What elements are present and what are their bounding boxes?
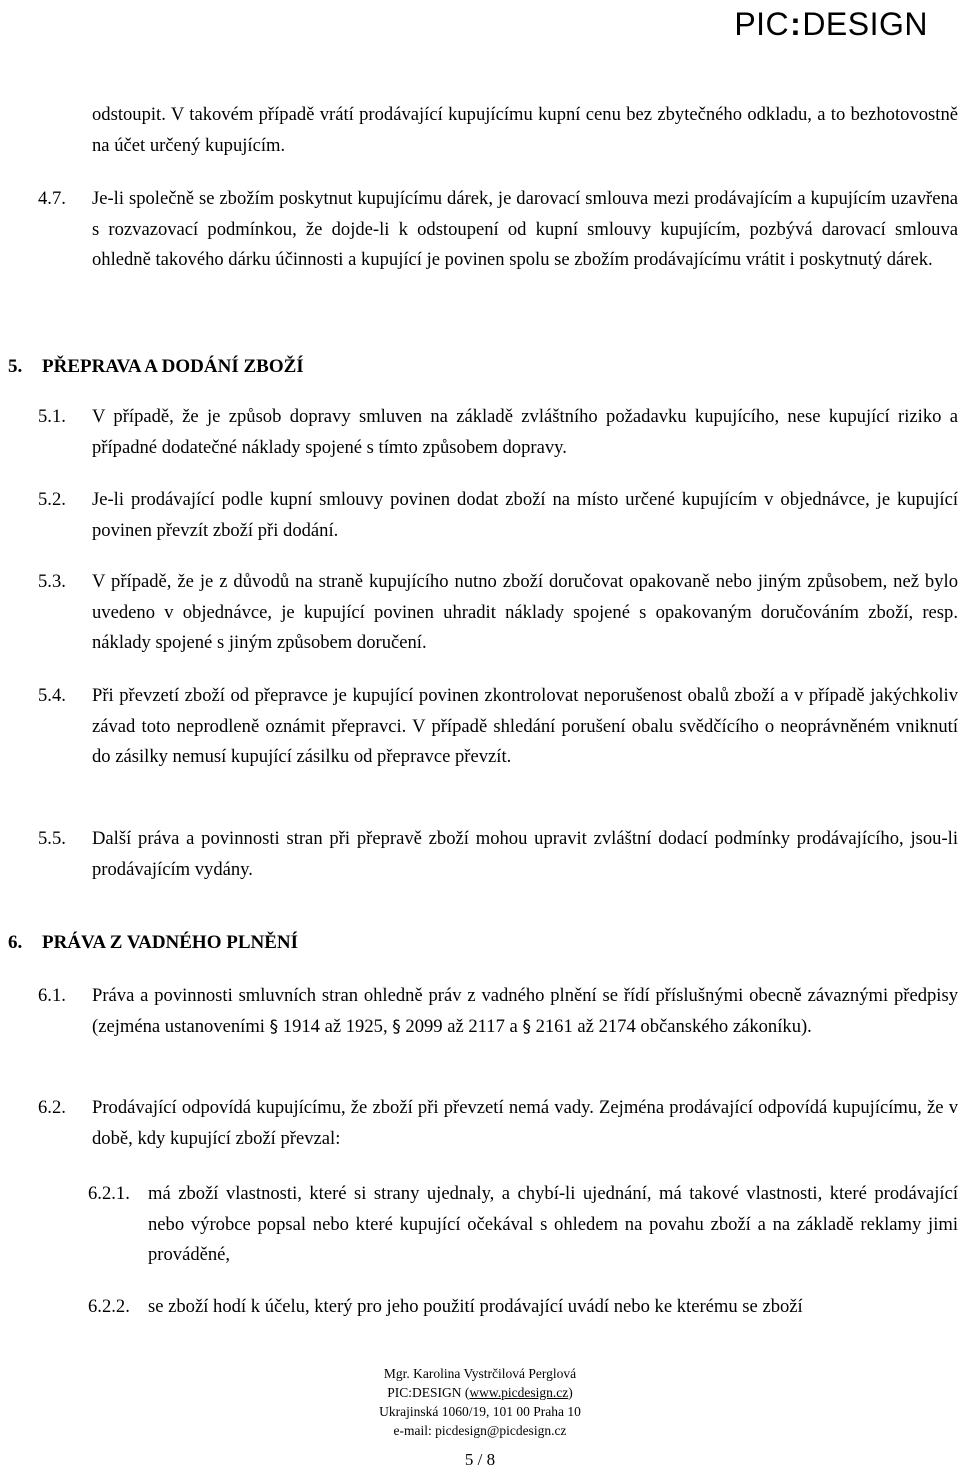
clause-6-1-part-b: 1914 až 1925, (278, 1015, 393, 1037)
paragraph-sign: § (269, 1016, 279, 1037)
footer-email: e-mail: picdesign@picdesign.cz (393, 1423, 567, 1438)
page-number: 5 / 8 (464, 1450, 496, 1469)
clause-6-2-1-text: má zboží vlastnosti, které si strany ujednaly, a chybí-li ujednání, má takové vlastnosti, které prodávající nebo výrobce popsal nebo které kupující očekával s ohledem na povahu zboží a na základě reklamy jimi prováděné, (148, 1183, 958, 1265)
section-number: 5. (8, 356, 23, 377)
section-title: PŘEPRAVA A DODÁNÍ ZBOŽÍ (42, 356, 304, 377)
clause-number-5-2: 5.2. (38, 489, 66, 510)
clause-number-6-2-2: 6.2.2. (88, 1296, 130, 1317)
clause-4-7-text: Je-li společně se zbožím poskytnut kupujícímu dárek, je darovací smlouva mezi prodávajícím a kupujícím uzavřena s rozvazovací podmínkou, že dojde-li k odstoupení od kupní smlouvy kupujícím, pozbývá darovací smlouva ohledně takového dárku účinnosti a kupující je povinen spolu se zbožím prodávajícímu vrátit i poskytnutý dárek. (92, 188, 958, 270)
paragraph-sign: § (522, 1016, 531, 1037)
company-logo (734, 6, 928, 43)
paragraph-sign: § (392, 1016, 401, 1037)
clause-number-5-3: 5.3. (38, 571, 66, 592)
section-number: 6. (8, 932, 23, 953)
section-heading-6 (8, 928, 298, 958)
clause-number-4-7: 4.7. (38, 188, 66, 209)
section-heading-5 (8, 352, 304, 382)
clause-5-2-text: Je-li prodávající podle kupní smlouvy povinen dodat zboží na místo určené kupujícím v objednávce, je kupující povinen převzít zboží při dodání. (92, 489, 958, 541)
clause-number-6-2: 6.2. (38, 1097, 66, 1118)
clause-5-5-text: Další práva a povinnosti stran při přepravě zboží mohou upravit zvláštní dodací podmínky prodávajícího, jsou-li prodávajícím vydány. (92, 828, 958, 880)
clause-5-1-text: V případě, že je způsob dopravy smluven na základě zvláštního požadavku kupujícího, nese kupující riziko a případné dodatečné náklady spojené s tímto způsobem dopravy. (92, 406, 958, 458)
clause-number-6-1: 6.1. (38, 985, 66, 1006)
section-title: PRÁVA Z VADNÉHO PLNĚNÍ (42, 932, 299, 953)
clause-6-2-2-text: se zboží hodí k účelu, který pro jeho použití prodávající uvádí nebo ke kterému se zboží (148, 1296, 803, 1317)
clause-5-3-text: V případě, že je z důvodů na straně kupujícího nutno zboží doručovat opakovaně nebo jiným způsobem, než bylo uvedeno v objednávce, je kupující povinen uhradit náklady spojené s opakovaným doručováním zboží, resp. náklady spojené s jiným způsobem doručení. (92, 571, 958, 653)
paragraph-intro: odstoupit. V takovém případě vrátí prodávající kupujícímu kupní cenu bez zbytečného odkladu, a to bezhotovostně na účet určený kupujícím. (92, 104, 958, 156)
clause-number-6-2-1: 6.2.1. (88, 1183, 130, 1204)
clause-number-5-4: 5.4. (38, 685, 66, 706)
clause-6-1-part-a: Práva a povinnosti smluvních stran ohledně práv z vadného plnění se řídí příslušnými obecně závaznými předpisy (zejména ustanoveními (92, 985, 958, 1037)
footer-company-suffix: ) (568, 1385, 573, 1400)
clause-number-5-5: 5.5. (38, 828, 66, 849)
clause-number-5-1: 5.1. (38, 406, 66, 427)
logo-pic: PIC (734, 6, 790, 42)
footer-company (330, 1383, 630, 1402)
logo-colon: : (790, 6, 802, 42)
page-footer (330, 1364, 630, 1440)
clause-6-2-text: Prodávající odpovídá kupujícímu, že zboží při převzetí nemá vady. Zejména prodávající odpovídá kupujícímu, že v době, kdy kupující zboží převzal: (92, 1097, 958, 1149)
footer-name: Mgr. Karolina Vystrčilová Perglová (383, 1366, 577, 1381)
clause-5-4-text: Při převzetí zboží od přepravce je kupující povinen zkontrolovat neporušenost obalů zboží a v případě jakýchkoliv závad toto neprodleně oznámit přepravci. V případě shledání porušení obalu svědčícího o neoprávněném vniknutí do zásilky nemusí kupující zásilku od přepravce převzít. (92, 685, 958, 767)
logo-design: DESIGN (802, 6, 928, 42)
footer-company-prefix: PIC:DESIGN ( (387, 1385, 470, 1400)
clause-6-1-part-c: 2099 až 2117 a (400, 1015, 523, 1037)
clause-6-1-part-d: 2161 až 2174 občanského zákoníku). (530, 1015, 812, 1037)
clause-6-1-text (92, 981, 958, 1042)
footer-website-link[interactable]: www.picdesign.cz (469, 1385, 569, 1400)
footer-address: Ukrajinská 1060/19, 101 00 Praha 10 (379, 1404, 581, 1419)
